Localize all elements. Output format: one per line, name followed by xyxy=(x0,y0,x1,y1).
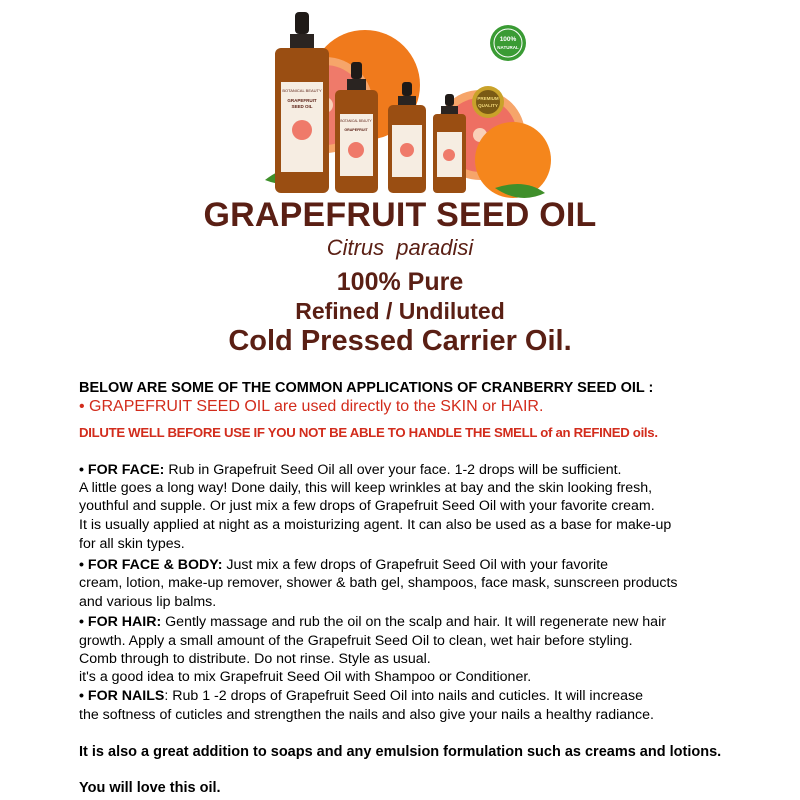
nails-text: : Rub 1 -2 drops of Grapefruit Seed Oil into nails and cuticles. It will increase xyxy=(164,688,644,704)
hair-line-4: it's a good idea to mix Grapefruit Seed Oil with Shampoo or Conditioner. xyxy=(79,669,532,685)
svg-text:BOTANICAL BEAUTY: BOTANICAL BEAUTY xyxy=(282,88,322,93)
face-body-line-3: and various lip balms. xyxy=(79,594,217,610)
face-line-2: A little goes a long way! Done daily, this will keep wrinkles at bay and the skin looking fresh, xyxy=(79,480,653,496)
svg-text:BOTANICAL BEAUTY: BOTANICAL BEAUTY xyxy=(340,119,372,123)
dilute-warning: DILUTE WELL BEFORE USE IF YOU NOT BE ABLE TO HANDLE THE SMELL of an REFINED oils. xyxy=(79,425,658,440)
face-text: Rub in Grapefruit Seed Oil all over your face. 1-2 drops will be sufficient. xyxy=(164,462,622,478)
love-note: You will love this oil. xyxy=(79,780,221,796)
svg-text:QUALITY: QUALITY xyxy=(478,103,498,108)
svg-text:100%: 100% xyxy=(499,36,517,43)
face-line-3: youthful and supple. Or just mix a few drops of Grapefruit Seed Oil with your favorite cream. xyxy=(79,498,655,514)
applications-heading: BELOW ARE SOME OF THE COMMON APPLICATIONS OF CRANBERRY SEED OIL : xyxy=(79,380,654,396)
face-body-label: • FOR FACE & BODY: xyxy=(79,557,223,573)
product-image xyxy=(245,10,565,205)
product-title: GRAPEFRUIT SEED OIL xyxy=(203,196,597,234)
svg-text:GRAPEFRUIT: GRAPEFRUIT xyxy=(287,98,317,103)
face-body-text: Just mix a few drops of Grapefruit Seed Oil with your favorite xyxy=(222,557,609,573)
refined-label: Refined / Undiluted xyxy=(295,298,505,324)
nails-line-1 xyxy=(79,687,643,705)
svg-text:GRAPEFRUIT: GRAPEFRUIT xyxy=(344,128,368,132)
svg-text:PREMIUM: PREMIUM xyxy=(477,96,499,101)
nails-line-2: the softness of cuticles and strengthen the nails and also give your nails a healthy radiance. xyxy=(79,707,654,723)
hair-line-2: growth. Apply a small amount of the Grapefruit Seed Oil to clean, wet hair before styling. xyxy=(79,633,633,649)
hair-line-3: Comb through to distribute. Do not rinse. Style as usual. xyxy=(79,651,431,667)
skin-hair-note: • GRAPEFRUIT SEED OIL are used directly to the SKIN or HAIR. xyxy=(79,398,544,415)
hair-line-1 xyxy=(79,613,666,631)
face-label: • FOR FACE: xyxy=(79,462,165,478)
latin-name: Citrus paradisi xyxy=(326,235,474,260)
face-line-1 xyxy=(79,461,622,479)
cold-pressed-label: Cold Pressed Carrier Oil. xyxy=(228,325,572,357)
face-body-line-2: cream, lotion, make-up remover, shower & bath gel, shampoos, face mask, sunscreen products xyxy=(79,575,678,591)
face-line-5: for all skin types. xyxy=(79,536,185,552)
bottle-large-icon xyxy=(275,12,329,193)
svg-text:NATURAL: NATURAL xyxy=(497,45,519,50)
emulsion-note: It is also a great addition to soaps and any emulsion formulation such as creams and lotions. xyxy=(79,744,722,760)
natural-badge-icon xyxy=(490,25,526,61)
premium-quality-badge-icon xyxy=(472,86,504,118)
purity-label: 100% Pure xyxy=(336,268,464,296)
face-line-4: It is usually applied at night as a moisturizing agent. It can also be used as a base for make-up xyxy=(79,517,672,533)
nails-label: • FOR NAILS xyxy=(79,688,165,704)
hair-label: • FOR HAIR: xyxy=(79,614,162,630)
face-body-line-1 xyxy=(79,556,608,574)
svg-text:SEED OIL: SEED OIL xyxy=(291,104,313,109)
hair-text: Gently massage and rub the oil on the scalp and hair. It will regenerate new hair xyxy=(161,614,666,630)
